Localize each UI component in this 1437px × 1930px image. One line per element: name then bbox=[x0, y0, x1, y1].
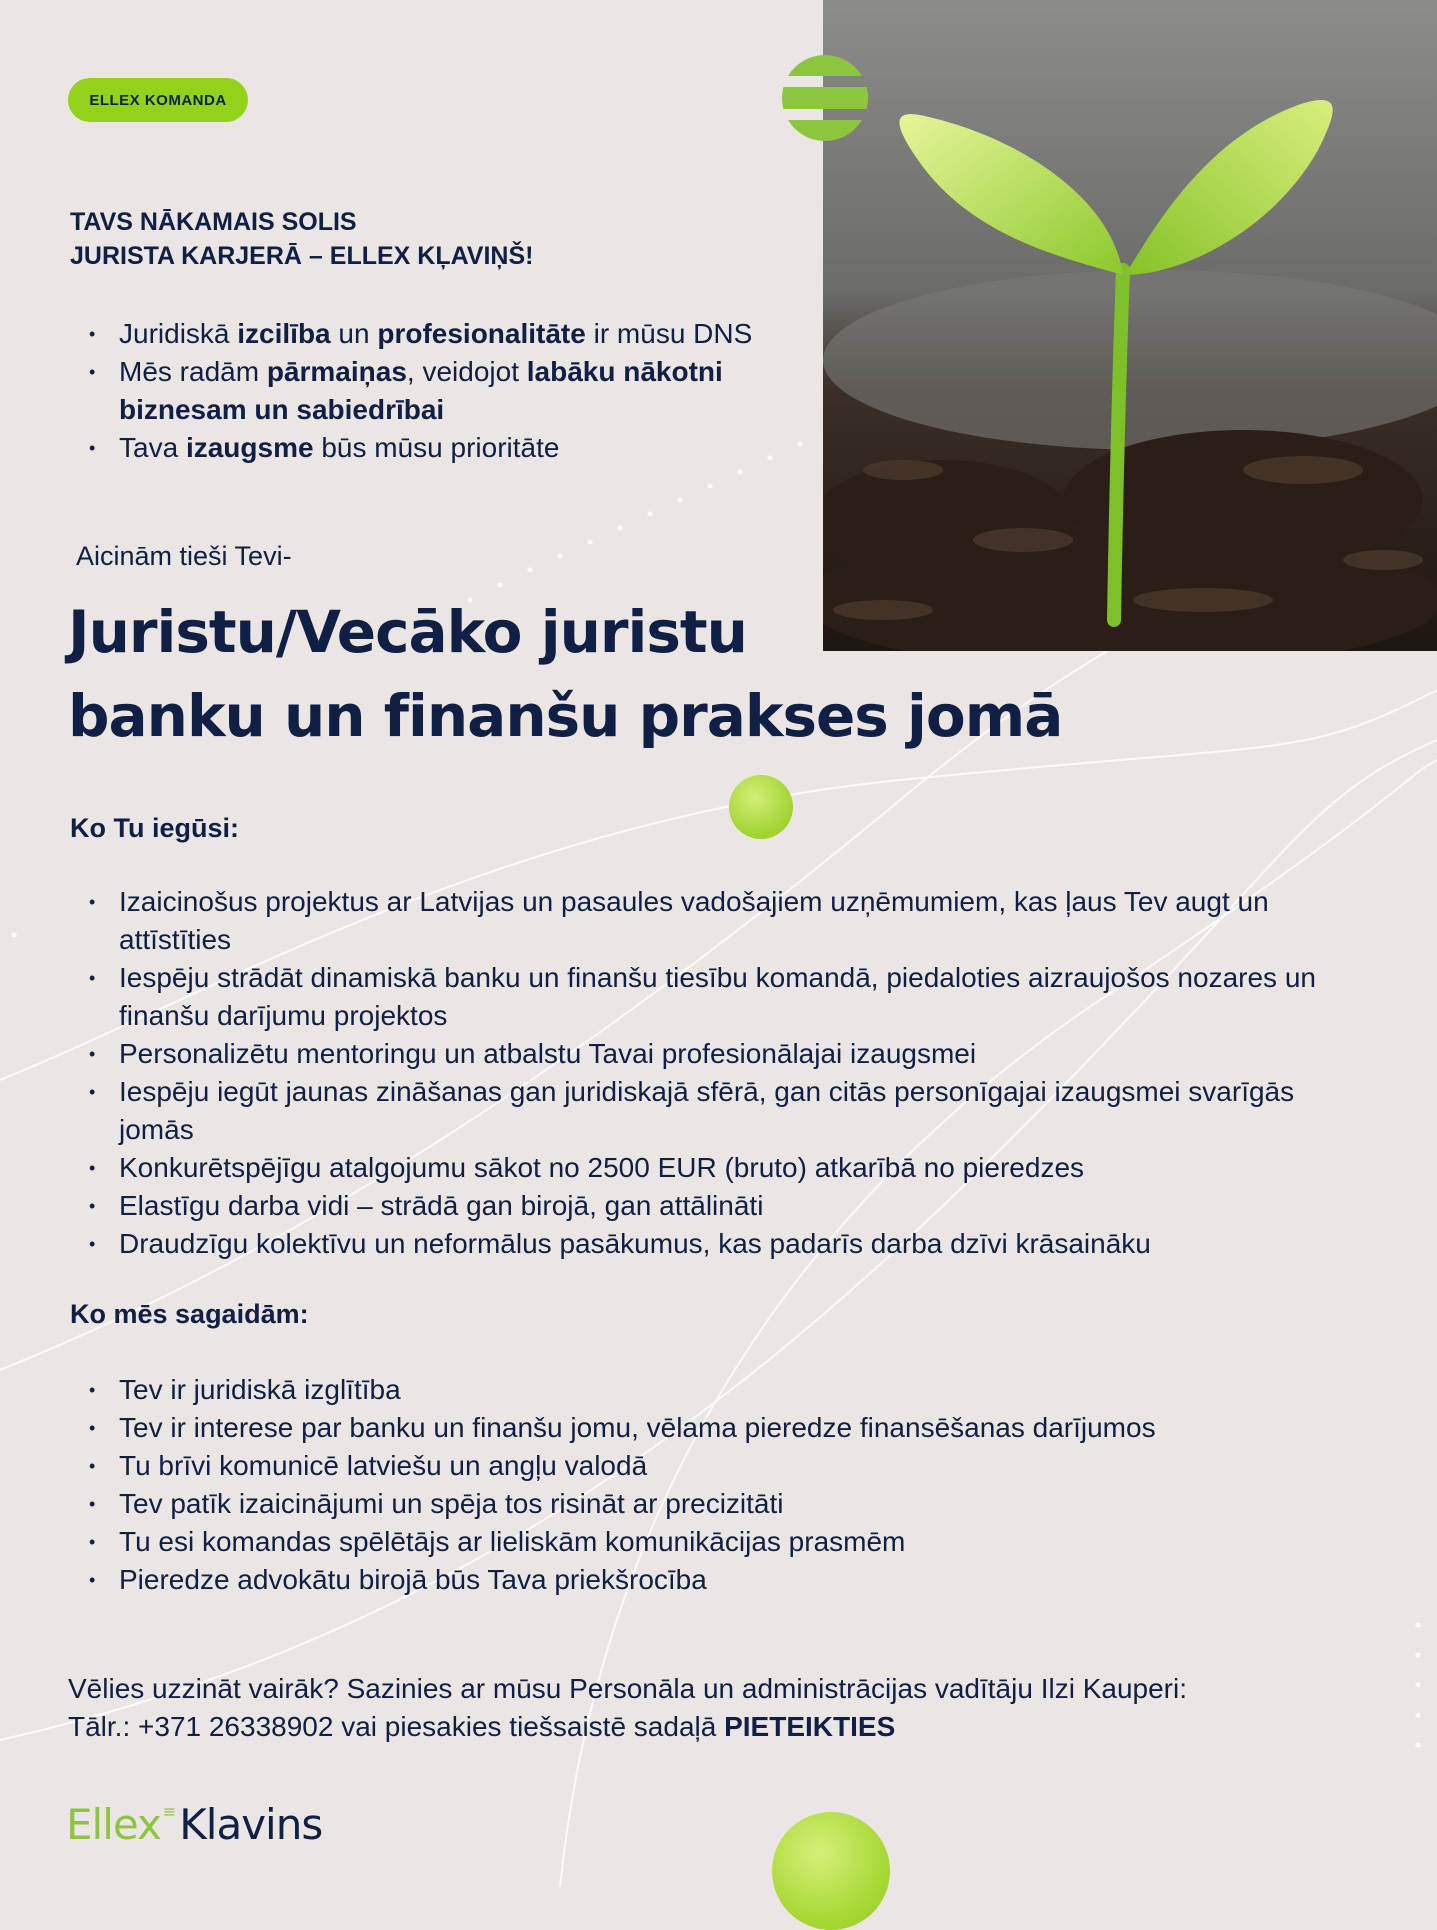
requirement-item: • Tu esi komandas spēlētājs ar lieliskām komunikācijas prasmēm bbox=[70, 1523, 1330, 1561]
decorative-circle-mid bbox=[729, 775, 793, 839]
bullet-text: būs mūsu prioritāte bbox=[313, 432, 560, 463]
lead-text: Aicinām tieši Tevi- bbox=[76, 541, 292, 571]
bullet-text: Mēs radām bbox=[119, 356, 267, 387]
company-logo bbox=[66, 1800, 322, 1850]
bullet-highlight: izcilība bbox=[237, 318, 331, 349]
bullet-highlight: labāku nākotni biznesam un sabiedrībai bbox=[119, 356, 723, 425]
requirement-item: • Tev ir interese par banku un finanšu jomu, vēlama pieredze finansēšanas darījumos bbox=[70, 1409, 1330, 1447]
bullet-text: , veidojot bbox=[406, 356, 527, 387]
requirement-item: • Pieredze advokātu birojā būs Tava priekšrocība bbox=[70, 1561, 1330, 1599]
apply-link[interactable]: PIETEIKTIES bbox=[724, 1711, 896, 1742]
requirement-item: • Tev patīk izaicinājumi un spēja tos risināt ar precizitāti bbox=[70, 1485, 1330, 1523]
benefit-item: • Draudzīgu kolektīvu un neformālus pasākumus, kas padarīs darba dzīvi krāsaināku bbox=[70, 1225, 1330, 1263]
contact-line bbox=[68, 1708, 1388, 1746]
bullet-text: ir mūsu DNS bbox=[585, 318, 753, 349]
requirement-item: • Tev ir juridiskā izglītība bbox=[70, 1371, 1330, 1409]
benefits-list bbox=[70, 883, 1330, 1263]
intro-bullet bbox=[70, 353, 790, 429]
job-title-line: banku un finanšu prakses jomā bbox=[68, 682, 1063, 750]
benefits-title: Ko Tu iegūsi: bbox=[70, 813, 239, 843]
contact-phone-text: Tālr.: +371 26338902 vai piesakies tiešsaistē sadaļā bbox=[68, 1711, 725, 1742]
stripe-circle-icon bbox=[782, 55, 868, 141]
intro-bullet-list bbox=[70, 315, 790, 467]
benefit-item: • Izaicinošus projektus ar Latvijas un pasaules vadošajiem uzņēmumiem, kas ļaus Tev augt un attīstīties bbox=[70, 883, 1330, 959]
bullet-text: Juridiskā bbox=[119, 318, 238, 349]
job-title-line: Juristu/Vecāko juristu bbox=[68, 598, 747, 666]
benefit-item: • Konkurētspējīgu atalgojumu sākot no 2500 EUR (bruto) atkarībā no pieredzes bbox=[70, 1149, 1330, 1187]
benefit-item: • Elastīgu darba vidi – strādā gan birojā, gan attālināti bbox=[70, 1187, 1330, 1225]
intro-title-line: TAVS NĀKAMAIS SOLIS bbox=[70, 208, 357, 236]
contact-line: Vēlies uzzināt vairāk? Sazinies ar mūsu Personāla un administrācijas vadītāju Ilzi Kauperi: bbox=[68, 1673, 1187, 1704]
benefit-item: • Iespēju strādāt dinamiskā banku un finanšu tiesību komandā, piedaloties aizraujošos nozares un finanšu darījumu projektos bbox=[70, 959, 1330, 1035]
intro-title bbox=[70, 205, 533, 273]
logo-ellex: Ellex bbox=[66, 1800, 161, 1849]
decorative-circle-bottom bbox=[772, 1812, 890, 1930]
benefit-item: • Iespēju iegūt jaunas zināšanas gan juridiskajā sfērā, gan citās personīgajai izaugsmei svarīgās jomās bbox=[70, 1073, 1330, 1149]
benefit-item: • Personalizētu mentoringu un atbalstu Tavai profesionālajai izaugsmei bbox=[70, 1035, 1330, 1073]
intro-bullet bbox=[70, 429, 790, 467]
contact-info bbox=[68, 1670, 1388, 1746]
requirements-list bbox=[70, 1371, 1330, 1599]
bullet-highlight: pārmaiņas bbox=[266, 356, 407, 387]
intro-bullet bbox=[70, 315, 790, 353]
bullet-text: Tava bbox=[119, 432, 186, 463]
bullet-highlight: profesionalitāte bbox=[377, 318, 586, 349]
intro-title-line: JURISTA KARJERĀ – ELLEX KĻAVIŅŠ! bbox=[70, 242, 534, 270]
logo-klavins: Klavins bbox=[179, 1800, 323, 1849]
requirement-item: • Tu brīvi komunicē latviešu un angļu valodā bbox=[70, 1447, 1330, 1485]
bullet-highlight: izaugsme bbox=[185, 432, 314, 463]
team-badge: ELLEX KOMANDA bbox=[68, 78, 248, 122]
job-title bbox=[68, 590, 1062, 758]
seedling-photo bbox=[823, 0, 1437, 651]
requirements-title: Ko mēs sagaidām: bbox=[70, 1299, 309, 1329]
bullet-text: un bbox=[330, 318, 378, 349]
logo-stripe-icon: ≡ bbox=[162, 1802, 176, 1821]
